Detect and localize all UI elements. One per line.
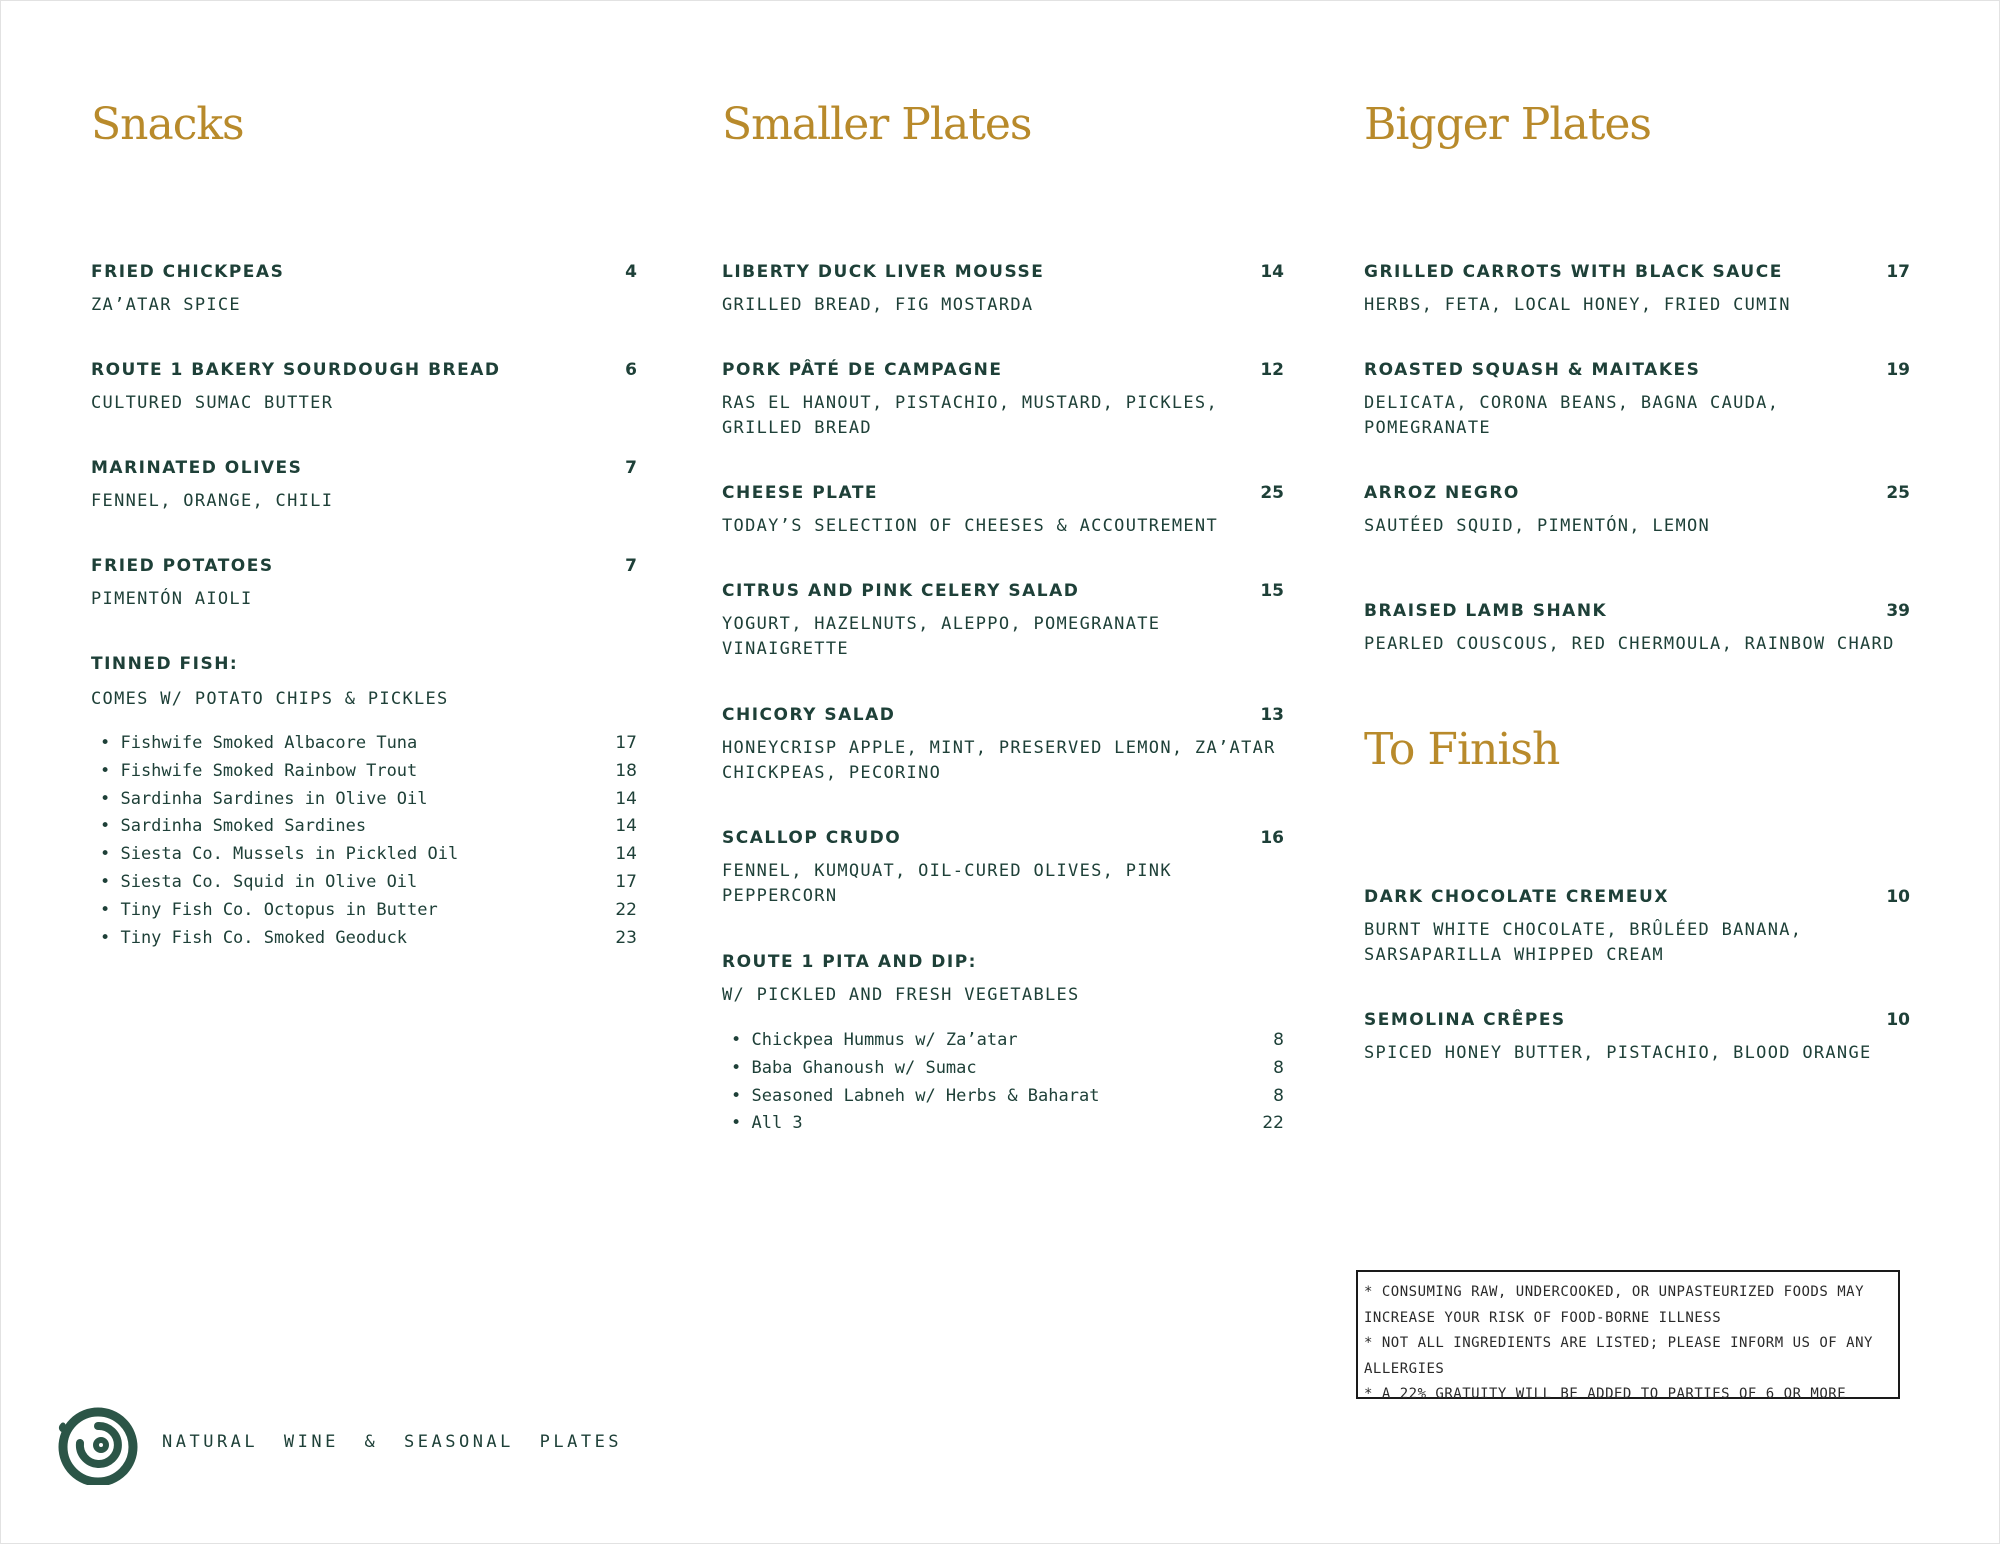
item-name: SEMOLINA CRÊPES [1364,1010,1566,1030]
list-item-price: 8 [1273,1057,1284,1078]
list-item-label: • Fishwife Smoked Albacore Tuna [100,733,418,753]
menu-item [91,358,637,416]
list-item-label: • Siesta Co. Squid in Olive Oil [100,871,418,892]
item-name: DARK CHOCOLATE CREMEUX [1364,887,1669,907]
list-item-price: 8 [1273,1085,1284,1106]
item-name: ARROZ NEGRO [1364,483,1520,503]
list-item-price: 22 [615,899,637,920]
item-description: ZA’ATAR SPICE [91,295,241,315]
item-description: PIMENTÓN AIOLI [91,589,253,609]
list-item [100,758,637,786]
list-item [100,786,637,814]
item-name: FRIED POTATOES [91,556,274,576]
menu-item [1364,358,1910,441]
list-item-label: • Chickpea Hummus w/ Za’atar [731,1030,1018,1050]
list-item-price: 14 [615,788,637,809]
list-item-label: • Siesta Co. Mussels in Pickled Oil [100,844,459,865]
item-price: 39 [1886,601,1910,621]
menu-item [1364,885,1910,968]
list-item-label: • Sardinha Smoked Sardines [100,816,367,837]
item-description: FENNEL, ORANGE, CHILI [91,491,334,511]
allergy-notice-box [1356,1270,1900,1402]
menu-item [722,260,1284,318]
item-price: 13 [1260,705,1284,725]
item-name: CHICORY SALAD [722,705,896,725]
item-name: LIBERTY DUCK LIVER MOUSSE [722,262,1045,282]
menu-item [722,358,1284,441]
item-description: W/ PICKLED AND FRESH VEGETABLES [722,985,1080,1005]
notice-line: * CONSUMING RAW, UNDERCOOKED, OR UNPASTEURIZED FOODS MAY INCREASE YOUR RISK OF FOOD-BORNE ILLNESS [1364,1284,1865,1326]
list-item [100,813,637,841]
item-description: SPICED HONEY BUTTER, PISTACHIO, BLOOD ORANGE [1364,1043,1872,1063]
list-item-price: 17 [615,733,637,753]
menu-item-tinned-fish [91,652,637,712]
list-item-label: • Seasoned Labneh w/ Herbs & Baharat [731,1085,1100,1106]
menu-item [91,456,637,514]
menu-item [91,554,637,612]
item-price: 25 [1886,483,1910,503]
item-name: ROUTE 1 BAKERY SOURDOUGH BREAD [91,360,501,380]
tinned-fish-list [100,730,637,952]
list-item-price: 22 [1262,1113,1284,1134]
item-description: GRILLED BREAD, FIG MOSTARDA [722,295,1034,315]
item-price: 25 [1260,483,1284,503]
list-item [731,1055,1284,1083]
item-price: 6 [625,360,637,380]
item-description: RAS EL HANOUT, PISTACHIO, MUSTARD, PICKLES, GRILLED BREAD [722,393,1218,438]
smaller-plates-column [722,95,1284,1134]
section-title-to-finish: To Finish [1364,724,1560,775]
list-item-price: 18 [615,760,637,781]
item-name: ROASTED SQUASH & MAITAKES [1364,360,1701,380]
list-item [100,841,637,869]
menu-item-pita-dip [722,950,1284,1008]
list-item [100,925,637,953]
notice-line: * A 22% GRATUITY WILL BE ADDED TO PARTIES OF 6 OR MORE [1364,1386,1847,1402]
list-item-price: 17 [615,871,637,892]
list-item-label: • Tiny Fish Co. Smoked Geoduck [100,927,408,948]
menu-item [722,579,1284,662]
item-name: MARINATED OLIVES [91,458,303,478]
item-name: CITRUS AND PINK CELERY SALAD [722,581,1080,601]
notice-line: * NOT ALL INGREDIENTS ARE LISTED; PLEASE INFORM US OF ANY ALLERGIES [1364,1335,1873,1377]
list-item-label: • Tiny Fish Co. Octopus in Butter [100,899,438,920]
menu-item [1364,599,1910,657]
item-price: 10 [1886,887,1910,907]
item-name: CHEESE PLATE [722,483,879,503]
list-item [100,869,637,897]
item-description: BURNT WHITE CHOCOLATE, BRÛLÉED BANANA, SARSAPARILLA WHIPPED CREAM [1364,920,1803,965]
item-name: FRIED CHICKPEAS [91,262,285,282]
menu-item [722,826,1284,909]
section-title-snacks: Snacks [91,99,244,150]
list-item-label: • Baba Ghanoush w/ Sumac [731,1057,977,1078]
list-item-price: 14 [615,816,637,837]
section-title-smaller-plates: Smaller Plates [722,99,1032,150]
item-description: FENNEL, KUMQUAT, OIL-CURED OLIVES, PINK PEPPERCORN [722,861,1172,906]
item-price: 17 [1886,262,1910,282]
list-item-price: 8 [1273,1030,1284,1050]
item-price: 14 [1260,262,1284,282]
item-price: 19 [1886,360,1910,380]
list-item [731,1027,1284,1055]
section-title-bigger-plates: Bigger Plates [1364,99,1652,150]
tagline: NATURAL WINE & SEASONAL PLATES [162,1432,623,1452]
menu-item [722,703,1284,786]
menu-item [1364,260,1910,318]
item-description: PEARLED COUSCOUS, RED CHERMOULA, RAINBOW CHARD [1364,634,1895,654]
snacks-column [91,95,637,948]
menu-item [1364,1008,1910,1066]
item-name: SCALLOP CRUDO [722,828,902,848]
item-price: 16 [1260,828,1284,848]
item-description: HONEYCRISP APPLE, MINT, PRESERVED LEMON, ZA’ATAR CHICKPEAS, PECORINO [722,738,1276,783]
to-finish-column [1364,720,1910,1063]
dip-list [731,1027,1284,1138]
item-price: 15 [1260,581,1284,601]
item-name: TINNED FISH: [91,654,239,674]
list-item [731,1083,1284,1111]
item-name: BRAISED LAMB SHANK [1364,601,1608,621]
bigger-plates-column [1364,95,1910,654]
list-item [100,730,637,758]
item-description: HERBS, FETA, LOCAL HONEY, FRIED CUMIN [1364,295,1791,315]
list-item-label: • All 3 [731,1113,803,1134]
item-name: PORK PÂTÉ DE CAMPAGNE [722,360,1003,380]
item-name: ROUTE 1 PITA AND DIP: [722,952,977,972]
item-price: 7 [625,556,637,576]
item-price: 12 [1260,360,1284,380]
list-item-label: • Fishwife Smoked Rainbow Trout [100,760,418,781]
list-item [100,897,637,925]
item-description: TODAY’S SELECTION OF CHEESES & ACCOUTREMENT [722,516,1218,536]
spiral-logo-icon [56,1405,140,1485]
item-price: 10 [1886,1010,1910,1030]
list-item-price: 23 [615,927,637,948]
list-item [731,1110,1284,1138]
item-price: 4 [625,262,637,282]
item-description: COMES W/ POTATO CHIPS & PICKLES [91,689,449,709]
list-item-label: • Sardinha Sardines in Olive Oil [100,788,428,809]
menu-item [91,260,637,318]
item-description: SAUTÉED SQUID, PIMENTÓN, LEMON [1364,516,1711,536]
menu-item [1364,481,1910,539]
item-price: 7 [625,458,637,478]
menu-item [722,481,1284,539]
item-name: GRILLED CARROTS WITH BLACK SAUCE [1364,262,1783,282]
item-description: CULTURED SUMAC BUTTER [91,393,334,413]
item-description: DELICATA, CORONA BEANS, BAGNA CAUDA, POMEGRANATE [1364,393,1780,438]
item-description: YOGURT, HAZELNUTS, ALEPPO, POMEGRANATE VINAIGRETTE [722,614,1161,659]
list-item-price: 14 [615,844,637,865]
